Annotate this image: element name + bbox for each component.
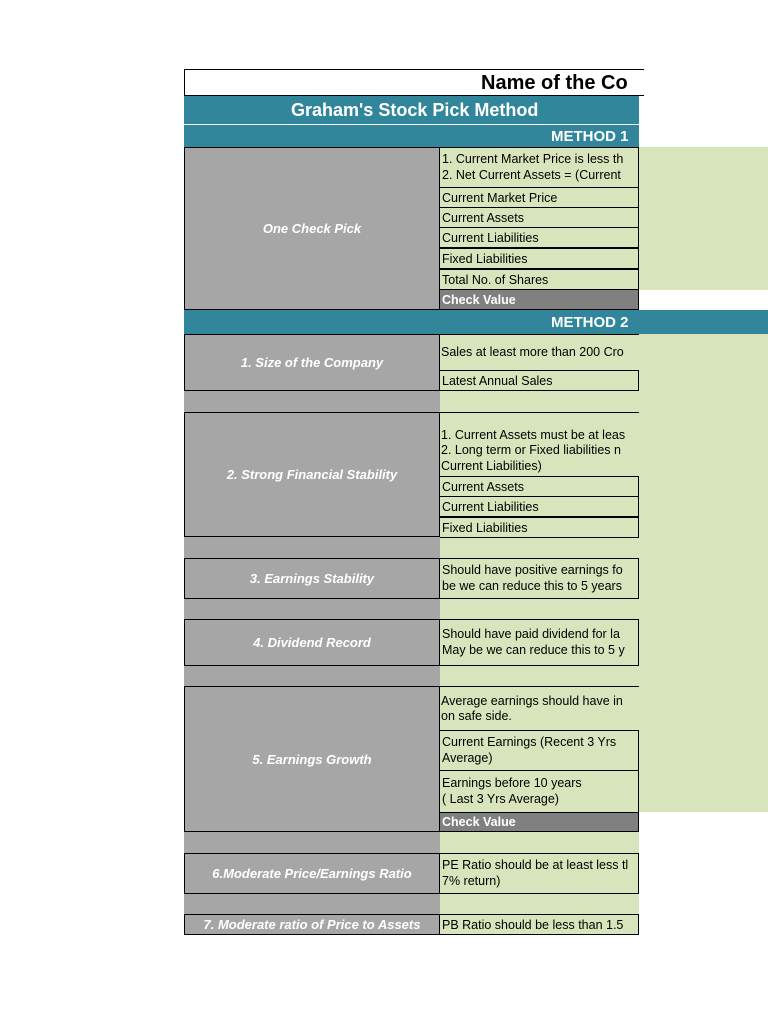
pe-description bbox=[439, 853, 639, 894]
earnings-desc-line1: Should have positive earnings fo bbox=[442, 563, 623, 577]
stability-desc-line3: Current Liabilities) bbox=[441, 458, 542, 473]
current-earnings-line2: Average) bbox=[442, 750, 493, 765]
field-current-liabilities bbox=[439, 227, 639, 248]
method1-desc-line2: 2. Net Current Assets = (Current bbox=[442, 167, 621, 182]
stability-desc-line1: 1. Current Assets must be at leas bbox=[441, 427, 626, 442]
pb-label-text: 7. Moderate ratio of Price to Assets bbox=[203, 917, 421, 932]
earnings-before-line2: ( Last 3 Yrs Average) bbox=[442, 791, 559, 806]
field-current-earnings bbox=[439, 730, 639, 771]
earnings-desc-line2: be we can reduce this to 5 years bbox=[442, 578, 622, 593]
size-label-text: 1. Size of the Company bbox=[240, 355, 384, 370]
dividend-label-text: 4. Dividend Record bbox=[253, 635, 371, 650]
spacer bbox=[184, 599, 440, 619]
growth-desc-line1: Average earnings should have in bbox=[441, 693, 623, 708]
dividend-desc-line1: Should have paid dividend for la bbox=[442, 627, 620, 641]
stability-description bbox=[439, 412, 639, 477]
growth-description bbox=[439, 686, 639, 731]
spacer bbox=[184, 391, 440, 412]
dividend-desc-line2: May be we can reduce this to 5 y bbox=[442, 642, 625, 657]
field-earnings-before-10-years bbox=[439, 770, 639, 813]
one-check-pick-text: One Check Pick bbox=[262, 221, 362, 236]
growth-label-text: 5. Earnings Growth bbox=[252, 751, 372, 767]
method1-header bbox=[184, 124, 639, 148]
spacer bbox=[184, 666, 440, 686]
field-fixed-liabilities bbox=[439, 248, 639, 269]
current-earnings-line1: Current Earnings (Recent 3 Yrs bbox=[442, 735, 617, 749]
field-current-market-price bbox=[439, 187, 639, 208]
field-total-shares bbox=[439, 269, 639, 290]
banner bbox=[184, 96, 639, 124]
field-label: Current Liabilities bbox=[442, 230, 539, 245]
pe-desc-line2: 7% return) bbox=[442, 873, 501, 888]
pb-desc-text: PB Ratio should be less than 1.5 bbox=[442, 917, 624, 932]
growth-desc-line2: on safe side. bbox=[441, 709, 512, 723]
method1-header-text: METHOD 1 bbox=[551, 128, 629, 145]
field-current-assets-2 bbox=[439, 476, 639, 497]
method2-header-text: METHOD 2 bbox=[551, 313, 629, 331]
field-label: Fixed Liabilities bbox=[442, 520, 528, 535]
stability-desc-line2: 2. Long term or Fixed liabilities n bbox=[441, 443, 621, 457]
earnings-stability-label bbox=[184, 558, 440, 599]
field-label: Total No. of Shares bbox=[442, 272, 549, 287]
field-current-assets bbox=[439, 207, 639, 228]
banner-title: Graham's Stock Pick Method bbox=[291, 99, 539, 120]
pe-desc-line1: PE Ratio should be at least less tl bbox=[442, 858, 629, 872]
dividend-description bbox=[439, 619, 639, 666]
earnings-before-line1: Earnings before 10 years bbox=[442, 776, 582, 790]
spacer bbox=[184, 894, 440, 914]
pe-ratio-label bbox=[184, 853, 440, 894]
field-fixed-liabilities-2 bbox=[439, 517, 639, 538]
size-of-company-label bbox=[184, 334, 440, 391]
financial-stability-label bbox=[184, 412, 440, 537]
earnings-stability-description bbox=[439, 558, 639, 599]
size-description bbox=[439, 334, 639, 371]
growth-check-value bbox=[439, 812, 639, 832]
page-title: Name of the Co bbox=[481, 72, 628, 94]
field-label: Latest Annual Sales bbox=[442, 373, 553, 388]
method2-header bbox=[184, 310, 768, 334]
field-label: Current Assets bbox=[442, 210, 524, 225]
method1-check-value bbox=[439, 289, 639, 310]
field-label: Current Liabilities bbox=[442, 499, 539, 514]
field-label: Fixed Liabilities bbox=[442, 251, 528, 266]
method1-desc-line1: 1. Current Market Price is less th bbox=[442, 152, 624, 166]
spacer bbox=[184, 537, 440, 558]
spacer bbox=[184, 832, 440, 853]
dividend-record-label bbox=[184, 619, 440, 666]
check-value-label: Check Value bbox=[442, 815, 516, 829]
title-row bbox=[184, 69, 644, 96]
pb-description bbox=[439, 914, 639, 935]
field-label: Current Market Price bbox=[442, 190, 558, 205]
field-latest-annual-sales bbox=[439, 370, 639, 391]
earnings-stability-text: 3. Earnings Stability bbox=[249, 571, 375, 586]
stability-label-text: 2. Strong Financial Stability bbox=[226, 467, 398, 482]
pb-ratio-label bbox=[184, 914, 440, 935]
pe-label-text: 6.Moderate Price/Earnings Ratio bbox=[212, 866, 412, 881]
check-value-label: Check Value bbox=[442, 292, 516, 307]
method1-description bbox=[439, 147, 639, 188]
field-label: Current Assets bbox=[442, 479, 524, 494]
size-desc-text: Sales at least more than 200 Cro bbox=[441, 345, 624, 360]
one-check-pick-label bbox=[184, 147, 440, 310]
earnings-growth-label bbox=[184, 686, 440, 832]
field-current-liabilities-2 bbox=[439, 496, 639, 517]
